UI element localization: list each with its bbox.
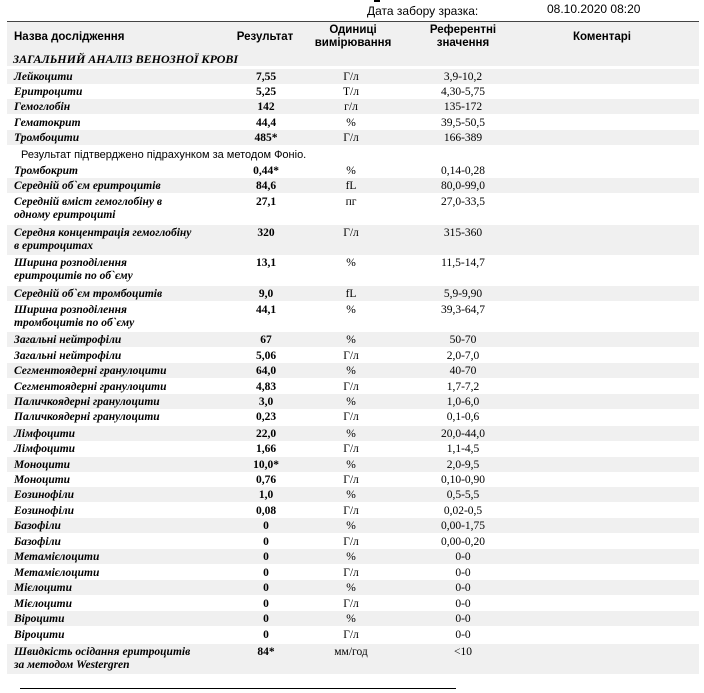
reference-value: 3,9-10,2	[443, 71, 483, 83]
test-name-continued: одному еритроциті	[14, 209, 116, 221]
test-name: Сегментоядерні гранулоцити	[14, 381, 167, 393]
test-name: Мієлоцити	[14, 598, 72, 610]
unit-value: Г/л	[343, 598, 359, 610]
unit-value: %	[346, 489, 356, 501]
unit-value: Т/л	[343, 86, 359, 98]
unit-value: Г/л	[343, 132, 359, 144]
unit-value: %	[346, 165, 356, 177]
unit-value: %	[346, 396, 356, 408]
result-value: 84,6	[255, 180, 277, 192]
unit-value: Г/л	[343, 474, 359, 486]
sample-date-label: Дата забору зразка:	[367, 4, 479, 18]
test-name: Паличкоядерні гранулоцити	[14, 396, 160, 408]
unit-value: %	[346, 117, 356, 129]
unit-value: %	[346, 365, 356, 377]
reference-value: 0,5-5,5	[446, 489, 480, 501]
reference-value: 0-0	[455, 582, 471, 594]
test-name-continued: за методом Westergren	[14, 659, 130, 671]
result-value: 320	[257, 227, 275, 239]
test-name-continued: в еритроцитах	[14, 240, 93, 252]
result-value: 67	[260, 334, 272, 346]
result-value: 44,1	[255, 304, 277, 316]
result-value: 1,0	[258, 489, 274, 501]
reference-value: 27,0-33,5	[440, 196, 486, 208]
reference-value: 80,0-99,0	[440, 180, 486, 192]
unit-value: fL	[345, 180, 357, 192]
reference-value: 20,0-44,0	[440, 428, 486, 440]
test-name: Середній вміст гемоглобіну в	[14, 196, 162, 208]
unit-value: Г/л	[343, 505, 359, 517]
unit-value: Г/л	[343, 411, 359, 423]
unit-value: %	[346, 428, 356, 440]
test-name: Паличкоядерні гранулоцити	[14, 411, 160, 423]
test-name: Еозинофіли	[14, 489, 75, 501]
result-value: 0,44*	[253, 165, 279, 177]
table-header	[7, 21, 699, 55]
test-name: Гемоглобін	[14, 101, 71, 113]
unit-value: Г/л	[343, 381, 359, 393]
reference-value: 39,3-64,7	[440, 304, 486, 316]
test-name: Еритроцити	[14, 86, 83, 98]
result-value: 9,0	[258, 288, 274, 300]
signature-line	[20, 688, 456, 689]
result-value: 84*	[257, 646, 275, 658]
cut-mark	[374, 0, 380, 2]
test-name: Віроцити	[14, 629, 65, 641]
sample-date-bar	[0, 0, 704, 22]
unit-value: г/л	[344, 101, 358, 113]
reference-value: 5,9-9,90	[443, 288, 483, 300]
result-value: 27,1	[255, 196, 277, 208]
result-value: 0	[263, 536, 269, 548]
unit-value: %	[346, 582, 356, 594]
reference-value: 0,10-0,90	[440, 474, 486, 486]
result-value: 44,4	[255, 117, 277, 129]
test-name: Ширина розподілення	[14, 257, 127, 269]
test-name: Загальні нейтрофіли	[14, 334, 122, 346]
test-name: Сегментоядерні гранулоцити	[14, 365, 167, 377]
unit-value: %	[346, 334, 356, 346]
unit-value: %	[346, 304, 356, 316]
reference-value: 0-0	[455, 613, 471, 625]
result-value: 0	[263, 613, 269, 625]
reference-value: 0,00-1,75	[440, 520, 486, 532]
unit-value: Г/л	[343, 227, 359, 239]
unit-value: мм/год	[334, 646, 368, 658]
unit-value: пг	[345, 196, 357, 208]
result-value: 0,08	[255, 505, 277, 517]
test-name: Еозинофіли	[14, 505, 75, 517]
unit-value: Г/л	[343, 350, 359, 362]
result-value: 0	[263, 629, 269, 641]
reference-value: 4,30-5,75	[440, 86, 486, 98]
test-name: Лімфоцити	[14, 443, 76, 455]
test-name: Моноцити	[14, 459, 71, 471]
result-value: 485*	[254, 132, 278, 144]
test-name: Метамієлоцити	[14, 567, 100, 579]
result-value: 0	[263, 567, 269, 579]
result-value: 1,66	[255, 443, 277, 455]
test-name-continued: еритроцитів по об`єму	[14, 270, 133, 282]
test-name: Ширина розподілення	[14, 304, 127, 316]
unit-value: Г/л	[343, 443, 359, 455]
test-name: Середній об`єм тромбоцитів	[14, 288, 163, 300]
reference-value: 0,02-0,5	[443, 505, 483, 517]
reference-value: 2,0-7,0	[446, 350, 480, 362]
reference-value: 1,7-7,2	[446, 381, 480, 393]
reference-value: 0-0	[455, 598, 471, 610]
reference-value: 39,5-50,5	[440, 117, 486, 129]
result-value: 0	[263, 582, 269, 594]
reference-value: 50-70	[449, 334, 477, 346]
result-value: 64,0	[255, 365, 277, 377]
test-name: Моноцити	[14, 474, 71, 486]
confirmation-note: Результат підтверджено підрахунком за методом Фоніо.	[21, 149, 307, 161]
test-name: Мієлоцити	[14, 582, 72, 594]
column-header-result: Результат	[236, 31, 294, 43]
reference-value: 2,0-9,5	[446, 459, 480, 471]
test-name-continued: тромбоцитів по об`єму	[14, 317, 135, 329]
result-value: 5,25	[255, 86, 277, 98]
unit-value: Г/л	[343, 536, 359, 548]
test-name: Загальні нейтрофіли	[14, 350, 122, 362]
test-name: Середня концентрація гемоглобіну	[14, 227, 192, 239]
result-value: 10,0*	[253, 459, 279, 471]
reference-value: 1,0-6,0	[446, 396, 480, 408]
test-name: Середній об`єм еритроцитів	[14, 180, 161, 192]
unit-value: %	[346, 257, 356, 269]
result-value: 142	[257, 101, 275, 113]
column-header-unit: Одиниці вимірювання	[314, 24, 392, 49]
result-value: 0	[263, 520, 269, 532]
unit-value: %	[346, 520, 356, 532]
result-value: 0,76	[255, 474, 277, 486]
test-name: Швидкість осідання еритроцитів	[14, 646, 191, 658]
result-value: 22,0	[255, 428, 277, 440]
reference-value: 40-70	[449, 365, 477, 377]
column-header-reference: Референтні значення	[429, 24, 497, 49]
result-value: 0	[263, 598, 269, 610]
test-name: Метамієлоцити	[14, 551, 100, 563]
section-title: ЗАГАЛЬНИЙ АНАЛІЗ ВЕНОЗНОЇ КРОВІ	[7, 53, 699, 66]
reference-value: 166-389	[443, 132, 483, 144]
unit-value: %	[346, 551, 356, 563]
unit-value: Г/л	[343, 567, 359, 579]
reference-value: <10	[454, 646, 472, 658]
test-name: Тромбоцити	[14, 132, 80, 144]
reference-value: 0,14-0,28	[440, 165, 486, 177]
test-name: Віроцити	[14, 613, 65, 625]
column-header-comment: Коментарі	[573, 31, 631, 43]
reference-value: 0-0	[455, 629, 471, 641]
reference-value: 315-360	[443, 227, 483, 239]
unit-value: Г/л	[343, 629, 359, 641]
column-header-name: Назва дослідження	[14, 31, 125, 43]
reference-value: 11,5-14,7	[441, 257, 485, 269]
result-value: 13,1	[255, 257, 277, 269]
reference-value: 0,00-0,20	[440, 536, 486, 548]
test-name: Лімфоцити	[14, 428, 76, 440]
unit-value: fL	[345, 288, 357, 300]
unit-value: Г/л	[343, 71, 359, 83]
result-value: 0	[263, 551, 269, 563]
result-value: 5,06	[255, 350, 277, 362]
result-value: 3,0	[258, 396, 274, 408]
reference-value: 1,1-4,5	[446, 443, 480, 455]
test-name: Базофіли	[14, 536, 61, 548]
reference-value: 0-0	[455, 551, 471, 563]
result-value: 4,83	[255, 381, 277, 393]
reference-value: 135-172	[443, 101, 483, 113]
test-name: Лейкоцити	[14, 71, 73, 83]
test-name: Базофіли	[14, 520, 61, 532]
test-name: Гематокрит	[14, 117, 81, 129]
reference-value: 0,1-0,6	[446, 411, 480, 423]
reference-value: 0-0	[455, 567, 471, 579]
test-name: Тромбокрит	[14, 165, 78, 177]
unit-value: %	[346, 613, 356, 625]
sample-date-value: 08.10.2020 08:20	[547, 2, 641, 16]
unit-value: %	[346, 459, 356, 471]
result-value: 7,55	[255, 71, 277, 83]
result-value: 0,23	[255, 411, 277, 423]
